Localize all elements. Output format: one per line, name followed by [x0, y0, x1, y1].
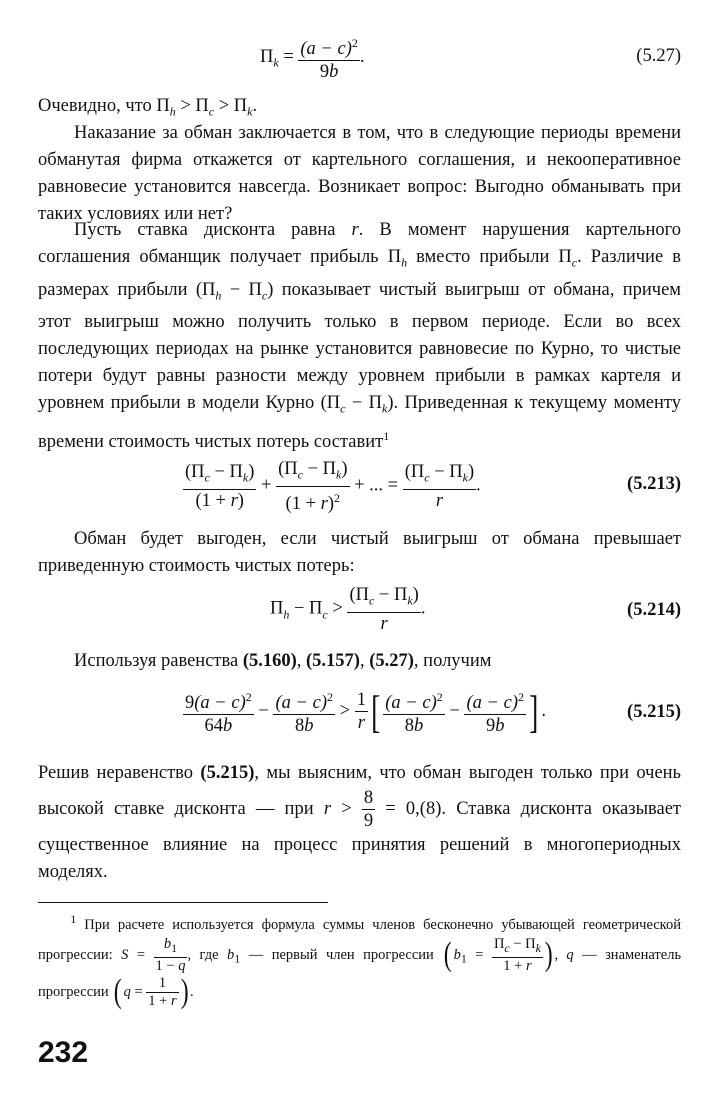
equation-5-27: $П_k$ = $\frac{(a - c)^2}{9b}$ . (5.27) [38, 28, 681, 88]
equation-5-214: $П_h - П_c$ > $\frac{(П_c - П_k)}{r}$ . (5.214) [270, 585, 681, 634]
book-page [38, 0, 681, 1095]
equation-5-213: $\frac{(П_c - П_k)}{(1 + r)}$ + $\frac{(П_c - П_k)}{(1 + r)^2}$ + ... = $\frac{(П_c - П_k)}{r}$ . (5.213) [185, 459, 681, 514]
equation-number: (5.215) [627, 702, 681, 722]
footnote: $^1$ При расчете используется формула суммы членов бесконечно убывающей геометрической прогрессии: S = $\frac{b_1}{1 - q}$ , где $b_1$ — первый член прогрессии ( $b_1$ = $\frac{П_c - П_k}{1 + r}$ ) , q — знаменатель прогрессии ( q = $\frac{1}{1 + r}$ ) . [38, 912, 682, 1011]
paragraph-profitable: Обман будет выгоден, если чистый выигрыш от обмана превышает приведенную стоимость чистых потерь: [38, 529, 681, 576]
paragraph-punishment: Наказание за обман заключается в том, что в следующие периоды времени обманутая фирма откажется от картельного соглашения, и некооперативное равновесие установится навсегда. Возникает вопрос: Выгодно обманывать при таких условиях или нет? [38, 123, 681, 224]
footnote-divider [38, 902, 328, 903]
text-obviously: Очевидно, что [38, 96, 152, 116]
paragraph-solution: Решив неравенство (5.215), мы выясним, что обман выгоден только при очень высокой ставке дисконта — при r > $\frac{8}{9}$ = 0,(8). Ставка дисконта оказывает существенное влияние на процесс принятия решений в многопериодных моделях. [38, 763, 681, 882]
equation-5-215: $\frac{9(a - c)^2}{64b}$ − $\frac{(a - c)^2}{8b}$ > $\frac{1}{r}$ [ $\frac{(a - c)^2}{8b}$ − $\frac{(a - c)^2}{9b}$ ] . (5.215) [185, 685, 681, 737]
equation-number: (5.213) [627, 474, 681, 494]
equation-number: (5.27) [636, 46, 681, 66]
equation-number: (5.214) [627, 600, 681, 620]
footnote-marker: 1 [70, 912, 77, 926]
page-number: 232 [38, 1036, 89, 1069]
paragraph-using-equalities: Используя равенства (5.160), (5.157), (5.27), получим [74, 651, 492, 671]
paragraph-discount-rate: Пусть ставка дисконта равна r. В момент нарушения картельного соглашения обманщик получает прибыль $П_h$ вместо прибыли $П_c$. Различие в размерах прибыли $(П_h - П_c)$ показывает чистый выигрыш от обмана, причем этот выигрыш можно получить только в первом периоде. Если во всех последующих периодах на рынке установится равновесие по Курно, то чистые потери будут равны разности между уровнем прибыли в рамках картеля и уровнем прибыли в модели Курно $(П_c - П_k)$. Приведенная к текущему моменту времени стоимость чистых потерь составит$^1$ [38, 220, 682, 453]
paragraph-obviously: Очевидно, что $П_h > П_c > П_k$. [38, 96, 258, 119]
